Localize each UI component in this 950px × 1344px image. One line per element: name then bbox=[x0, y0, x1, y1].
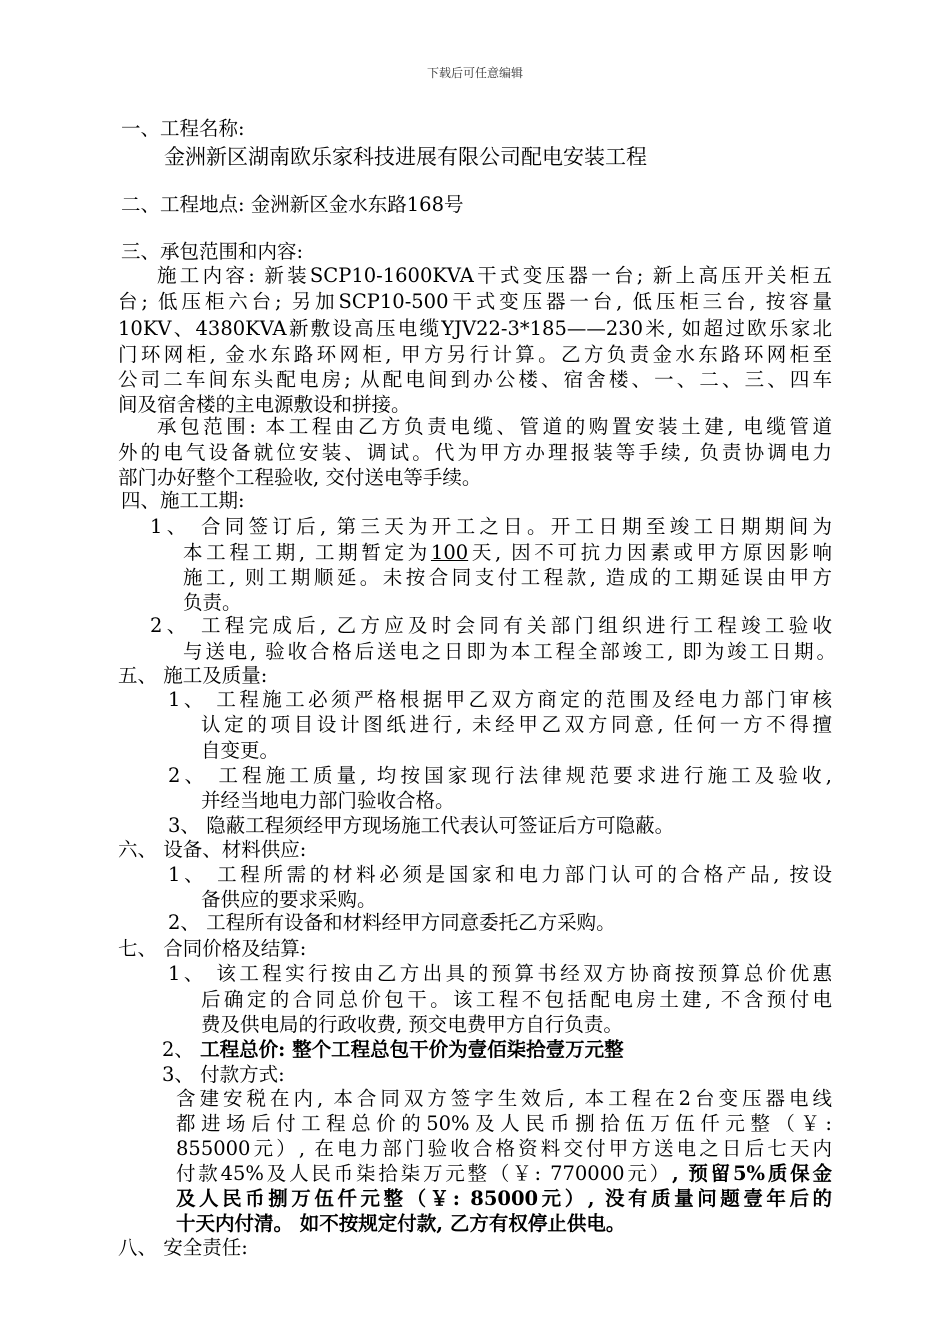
list-item: 认定的项目设计图纸进行, 未经甲乙双方同意, 任何一方不得擅 bbox=[201, 713, 832, 736]
list-item: 1、 工程所需的材料必须是国家和电力部门认可的合格产品, 按设 bbox=[168, 863, 832, 886]
payment-line: 十天内付清。 如不按规定付款, 乙方有权停止供电。 bbox=[176, 1212, 626, 1235]
list-item: 1、 该工程实行按由乙方出具的预算书经双方协商按预算总价优惠 bbox=[168, 962, 832, 985]
body-line: 公司二车间东头配电房; 从配电间到办公楼、宿舍楼、一、二、三、四车 bbox=[118, 368, 832, 391]
list-item: 2、 工程施工质量, 均按国家现行法律规范要求进行施工及验收, bbox=[168, 764, 832, 787]
list-item: 费及供电局的行政收费, 预交电费甲方自行负责。 bbox=[201, 1013, 623, 1036]
list-item: 2、 工程所有设备和材料经甲方同意委托乙方采购。 bbox=[168, 911, 616, 934]
list-item: 1、 合同签订后, 第三天为开工之日。开工日期至竣工日期期间为 bbox=[150, 515, 832, 538]
total-price: 工程总价: 整个工程总包干价为壹佰柒拾壹万元整 bbox=[200, 1038, 624, 1061]
body-line: 部门办好整个工程验收, 交付送电等手续。 bbox=[118, 466, 482, 489]
list-item: 与送电, 验收合格后送电之日即为本工程全部竣工, 即为竣工日期。 bbox=[183, 640, 836, 663]
list-item: 并经当地电力部门验收合格。 bbox=[201, 789, 455, 812]
body-line: 外的电气设备就位安装、调试。代为甲方办理报装等手续, 负责协调电力 bbox=[118, 441, 832, 464]
payment-line: 855000元）, 在电力部门验收合格资料交付甲方送电之日后七天内 bbox=[176, 1137, 832, 1160]
payment-line: 含建安税在内, 本合同双方签字生效后, 本工程在2台变压器电线 bbox=[176, 1087, 832, 1110]
section-4-heading: 四、施工工期: bbox=[121, 489, 245, 512]
list-item: 自变更。 bbox=[201, 739, 280, 762]
payment-line: 都进场后付工程总价的50%及人民币捌拾伍万伍仟元整（￥: bbox=[176, 1112, 832, 1135]
project-name: 金洲新区湖南欧乐家科技进展有限公司配电安装工程 bbox=[164, 145, 647, 169]
section-7-heading: 七、 合同价格及结算: bbox=[118, 937, 307, 960]
body-line: 承包范围: 本工程由乙方负责电缆、管道的购置安装土建, 电缆管道 bbox=[157, 415, 832, 438]
list-item: 1、 工程施工必须严格根据甲乙双方商定的范围及经电力部门审核 bbox=[168, 688, 832, 711]
body-line: 台; 低压柜六台; 另加SCP10-500干式变压器一台, 低压柜三台, 按容量 bbox=[118, 290, 832, 313]
list-item: 3、 付款方式: bbox=[162, 1063, 285, 1086]
list-item: 后确定的合同总价包干。该工程不包括配电房土建, 不含预付电 bbox=[201, 988, 832, 1011]
list-item: 备供应的要求采购。 bbox=[201, 888, 377, 911]
body-line: 10KV、4380KVA新敷设高压电缆YJV22-3*185——230米, 如超过欧乐家北 bbox=[118, 317, 832, 340]
body-line: 间及宿舍楼的主电源敷设和拼接。 bbox=[118, 393, 411, 416]
section-1-heading: 一、工程名称: bbox=[121, 117, 245, 140]
total-price-line: 2、 工程总价: 整个工程总包干价为壹佰柒拾壹万元整 bbox=[162, 1038, 624, 1061]
payment-line: 及人民币捌万伍仟元整（￥: 85000元）, 没有质量问题壹年后的 bbox=[176, 1187, 832, 1210]
list-item: 负责。 bbox=[183, 591, 242, 614]
list-item: 3、 隐蔽工程须经甲方现场施工代表认可签证后方可隐蔽。 bbox=[168, 814, 675, 837]
section-8-heading: 八、 安全责任: bbox=[118, 1236, 248, 1259]
body-line: 门环网柜, 金水东路环网柜, 甲方另行计算。乙方负责金水东路环网柜至 bbox=[118, 343, 832, 366]
list-item: 本工程工期, 工期暂定为100天, 因不可抗力因素或甲方原因影响 bbox=[183, 541, 832, 564]
section-6-heading: 六、 设备、材料供应: bbox=[118, 838, 307, 861]
section-3-heading: 三、承包范围和内容: bbox=[121, 240, 304, 263]
duration-days: 100 bbox=[430, 541, 469, 564]
section-5-heading: 五、 施工及质量: bbox=[118, 664, 268, 687]
payment-line: 付款45%及人民币柒拾柒万元整（￥: 770000元）, 预留5%质保金 bbox=[176, 1162, 832, 1185]
body-line: 施工内容: 新装SCP10-1600KVA干式变压器一台; 新上高压开关柜五 bbox=[157, 264, 832, 287]
page-header: 下载后可任意编辑 bbox=[426, 66, 523, 80]
list-item: 施工, 则工期顺延。未按合同支付工程款, 造成的工期延误由甲方 bbox=[183, 566, 832, 589]
list-item: 2、 工程完成后, 乙方应及时会同有关部门组织进行工程竣工验收 bbox=[150, 614, 832, 637]
section-2-heading: 二、工程地点: 金洲新区金水东路168号 bbox=[121, 193, 464, 216]
